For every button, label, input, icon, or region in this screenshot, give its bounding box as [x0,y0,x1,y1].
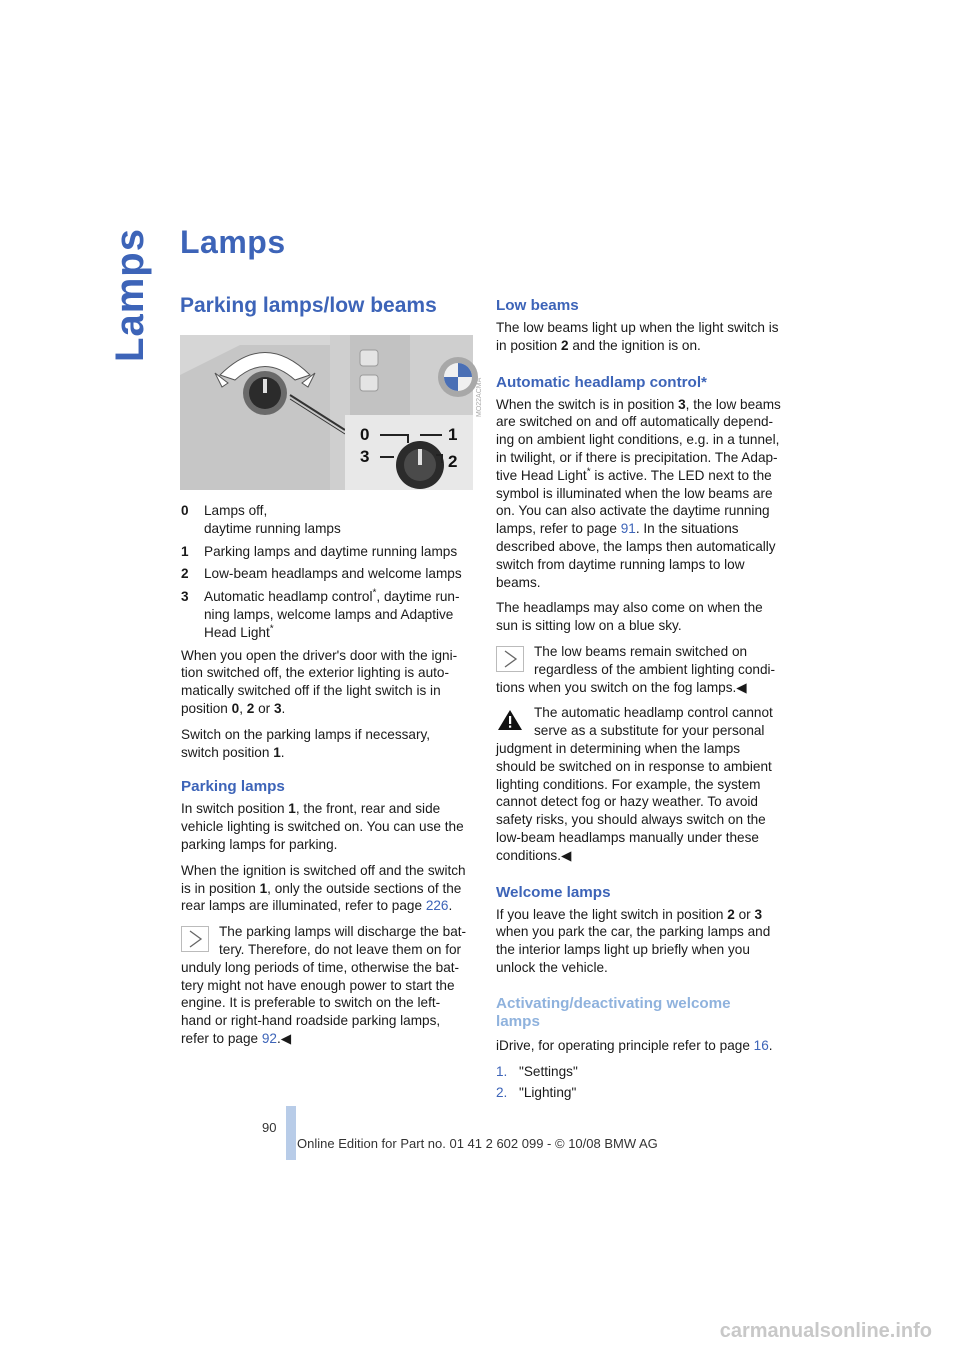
list-item: 3 Automatic headlamp control*, daytime run- ning lamps, welcome lamps and Adaptive Head Light* [181,587,460,640]
steps-list [496,1063,788,1103]
note-arrow-icon [181,926,209,957]
section-heading: Parking lamps/low beams [180,294,437,317]
switch-label-2: 2 [448,452,458,471]
paragraph: iDrive, for operating principle refer to page 16. [496,1037,773,1053]
switch-label-3: 3 [360,447,370,466]
low-beams-heading: Low beams [496,297,579,314]
switch-label-1: 1 [448,425,458,444]
page-title: Lamps [180,224,286,260]
list-item: 0 Lamps off, daytime running lamps [181,503,341,536]
light-switch-figure [180,335,483,490]
paragraph: When the ignition is switched off and the switch is in position 1, only the outside sections of the rear lamps are illuminated, refer to page 226. [181,862,466,914]
note-paragraph: The parking lamps will discharge the bat- tery. Therefore, do not leave them on for unduly long periods of time, otherwise the bat- tery might not have enough power to start the engine. It is preferable to switch on the left- hand or right-hand roadside parking lamps, refer to page 92.◀ [181,924,467,1046]
switch-positions-list [181,502,473,642]
list-item: 2 Low-beam headlamps and welcome lamps [181,566,462,582]
warning-icon [496,707,524,738]
footer-text: Online Edition for Part no. 01 41 2 602 099 - © 10/08 BMW AG [297,1136,658,1151]
page-number: 90 [262,1120,277,1135]
light-switch-illustration [180,335,473,490]
parking-lamps-heading: Parking lamps [181,778,285,796]
footer-bar [286,1106,296,1160]
paragraph: The low beams light up when the light switch is in position 2 and the ignition is on. [496,320,779,353]
list-item: 2. "Lighting" [496,1085,577,1101]
figure-code: MO22ACMA [476,377,483,417]
page-link[interactable]: 226 [425,898,449,914]
list-item: 1. "Settings" [496,1063,578,1079]
paragraph: The headlamps may also come on when the sun is sitting low on a blue sky. [496,600,763,634]
right-column [496,296,788,1106]
list-item: 1 Parking lamps and daytime running lamps [181,543,458,559]
welcome-lamps-heading: Welcome lamps [496,883,611,901]
left-column [181,502,473,1056]
page-link[interactable]: 16 [753,1037,769,1053]
warning-paragraph: The automatic headlamp control cannot serve as a substitute for your personal judgment in determining when the lamps should be switched on in response to ambient lighting conditions. For example, the system cannot detect fog or hazy weather. To avoid safety risks, you should always switch on the low-beam headlamps manually under these conditions.◀ [496,705,773,863]
note-arrow-icon [496,646,524,677]
paragraph: In switch position 1, the front, rear and side vehicle lighting is switched on. You can use the parking lamps for parking. [181,801,464,852]
paragraph: If you leave the light switch in position 2 or 3 when you park the car, the parking lamps and the interior lamps light up briefly when you unlock the vehicle. [496,906,771,975]
page-link[interactable]: 91 [620,521,636,537]
optional-star: * [372,587,377,599]
switch-label-0: 0 [360,425,370,444]
paragraph: When you open the driver's door with the igni- tion switched off, the exterior lighting is auto- matically switched off if the light switch is in position 0, 2 or 3. [181,647,458,716]
auto-headlamp-heading: Automatic headlamp control* [496,373,707,391]
activating-heading: Activating/deactivating welcome lamps [496,994,731,1030]
side-tab: Lamps [108,228,152,362]
note-paragraph: The low beams remain switched on regardless of the ambient lighting condi- tions when you switch on the fog lamps.◀ [496,643,776,695]
watermark: carmanualsonline.info [719,1320,932,1342]
paragraph: Switch on the parking lamps if necessary, switch position 1. [181,726,431,760]
paragraph: When the switch is in position 3, the low beams are switched on and off automatically depend- ing on ambient light conditions, e.g. in a tunnel, in twilight, or if there is precipitation. The Adap- tive Head Light* is active. The LED next to the symbol is illuminated when the low beams are on. You can also activate the daytime running lamps, refer to page 91. In the situations described above, the lamps then automatically switch from daytime running lamps to low beams. [496,396,781,590]
page-link[interactable]: 92 [261,1030,277,1046]
